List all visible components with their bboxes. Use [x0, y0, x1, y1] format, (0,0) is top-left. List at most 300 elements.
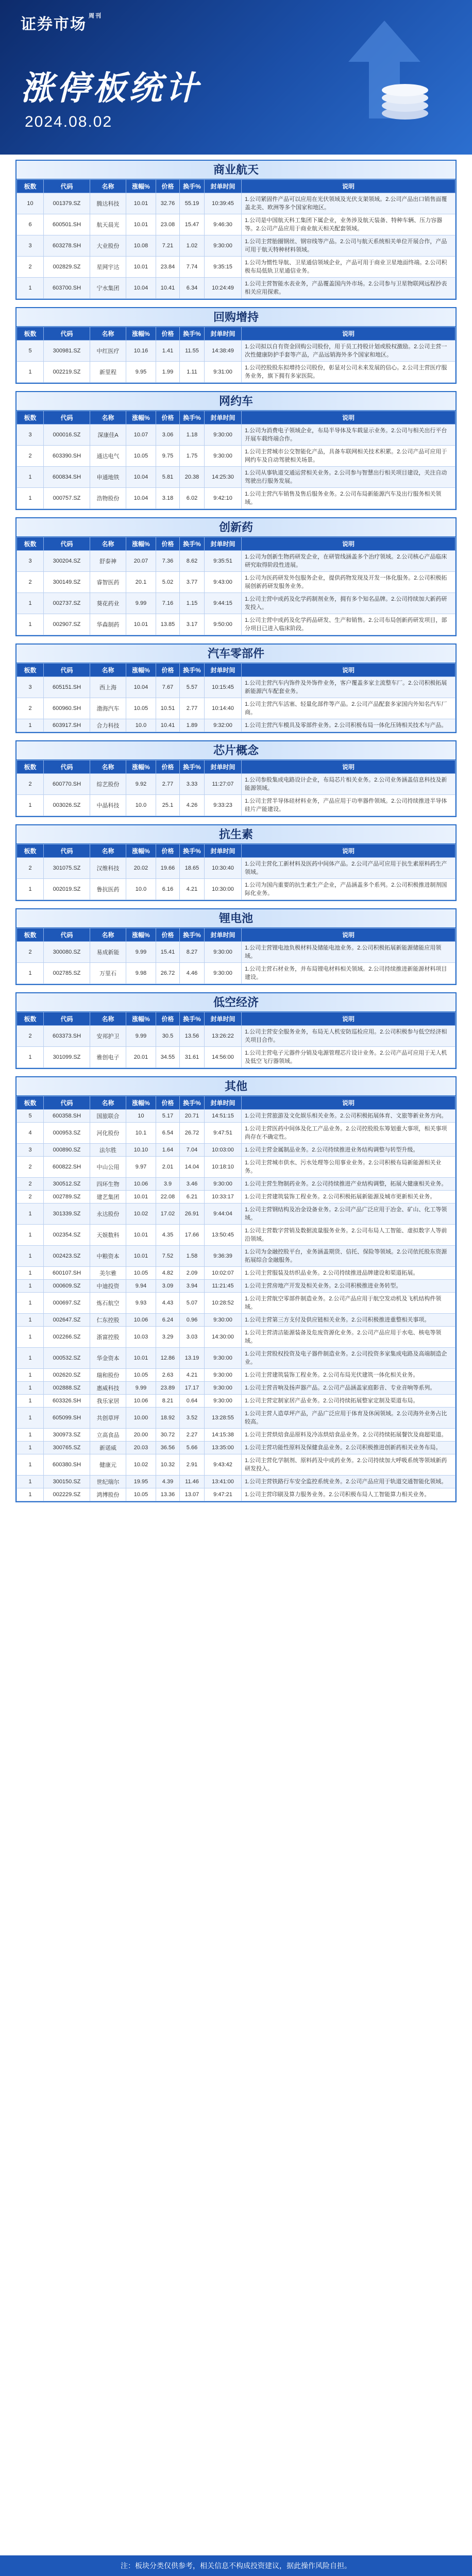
cell-code: 301075.SZ [44, 858, 90, 879]
column-header: 名称 [90, 180, 126, 193]
cell-name: 雅创电子 [90, 1047, 126, 1068]
cell-time: 9:31:00 [205, 362, 242, 383]
column-header: 涨幅% [126, 1096, 156, 1110]
cell-chg: 20.03 [126, 1442, 156, 1454]
limit-up-table [16, 1012, 456, 1068]
cell-time: 9:44:15 [205, 593, 242, 614]
cell-code: 603917.SH [44, 719, 90, 732]
cell-reason: 1.公司主营城市公交智能化产品，具备车联网相关技术积累。2.公司产品可应用于网约车及自动驾驶相关场景。 [242, 446, 456, 467]
table-row[interactable] [17, 1488, 456, 1501]
sector-section [15, 307, 457, 384]
cell-code: 002647.SZ [44, 1314, 90, 1327]
limit-up-table [16, 663, 456, 732]
table-row[interactable] [17, 593, 456, 614]
cell-turn: 20.38 [180, 467, 205, 488]
column-header: 说明 [242, 760, 456, 774]
cell-price: 6.16 [156, 879, 180, 900]
cell-reason: 1.公司主营烘焙食品原料及冷冻烘焙食品业务。2.公司持续拓展餐饮及商超渠道。 [242, 1429, 456, 1442]
cell-b: 1 [17, 1204, 44, 1225]
table-row[interactable] [17, 1191, 456, 1204]
cell-price: 23.08 [156, 214, 180, 235]
cell-b: 4 [17, 1123, 44, 1144]
cell-price: 19.66 [156, 858, 180, 879]
rising-arrow-icon [328, 15, 441, 134]
table-row[interactable] [17, 1026, 456, 1047]
column-header: 换手% [180, 327, 205, 341]
cell-time: 9:50:00 [205, 614, 242, 635]
table-row[interactable] [17, 1395, 456, 1408]
cell-code: 002423.SZ [44, 1246, 90, 1267]
cell-turn: 4.46 [180, 963, 205, 984]
cell-time: 10:30:00 [205, 879, 242, 900]
footer-note: 注：板块分类仅供参考，相关信息不构成投资建议，据此操作风险自担。 [0, 2555, 472, 2576]
table-row[interactable] [17, 341, 456, 362]
column-header: 封单时间 [205, 537, 242, 551]
cell-b: 1 [17, 1454, 44, 1476]
cell-name: 鲁抗医药 [90, 879, 126, 900]
cell-b: 1 [17, 795, 44, 816]
cell-time: 14:30:00 [205, 1327, 242, 1348]
cell-turn: 7.04 [180, 1144, 205, 1157]
cell-chg: 10.05 [126, 446, 156, 467]
cell-b: 2 [17, 1178, 44, 1191]
cell-reason: 1.公司主营安全服务业务，布局无人机安防巡检应用。2.公司积极参与低空经济相关项目合作。 [242, 1026, 456, 1047]
cell-price: 1.99 [156, 362, 180, 383]
table-row[interactable] [17, 677, 456, 698]
cell-b: 3 [17, 551, 44, 572]
cell-reason: 1.公司主营中成药及化学药制剂业务，拥有多个知名品牌。2.公司持续加大新药研发投入。 [242, 593, 456, 614]
cell-price: 1.41 [156, 341, 180, 362]
cell-turn: 5.66 [180, 1442, 205, 1454]
cell-name: 合力科技 [90, 719, 126, 732]
table-row[interactable] [17, 1476, 456, 1488]
column-header: 涨幅% [126, 844, 156, 858]
table-row[interactable] [17, 1225, 456, 1246]
cell-code: 603326.SH [44, 1395, 90, 1408]
column-header: 封单时间 [205, 760, 242, 774]
cell-reason: 1.公司主营印刷及算力服务业务。2.公司积极布局人工智能算力相关业务。 [242, 1488, 456, 1501]
column-header: 说明 [242, 180, 456, 193]
cell-code: 002888.SZ [44, 1382, 90, 1395]
cell-time: 14:25:30 [205, 467, 242, 488]
cell-price: 36.56 [156, 1442, 180, 1454]
table-row[interactable] [17, 1157, 456, 1178]
cell-chg: 10.10 [126, 1144, 156, 1157]
cell-chg: 10.01 [126, 1191, 156, 1204]
cell-price: 6.54 [156, 1123, 180, 1144]
cell-reason: 1.公司主营汽车销售及售后服务业务。2.公司布局新能源汽车及出行服务相关领域。 [242, 488, 456, 509]
cell-turn: 8.62 [180, 551, 205, 572]
cell-code: 002907.SZ [44, 614, 90, 635]
column-header: 板数 [17, 537, 44, 551]
column-header: 板数 [17, 411, 44, 425]
table-row[interactable] [17, 1327, 456, 1348]
column-header: 说明 [242, 537, 456, 551]
cell-price: 4.39 [156, 1476, 180, 1488]
cell-time: 9:46:30 [205, 214, 242, 235]
cell-time: 9:32:00 [205, 719, 242, 732]
column-header: 换手% [180, 664, 205, 677]
table-row[interactable] [17, 1123, 456, 1144]
table-row[interactable] [17, 467, 456, 488]
cell-b: 1 [17, 1408, 44, 1429]
sector-title: 低空经济 [16, 993, 456, 1012]
cell-name: 我乐家居 [90, 1395, 126, 1408]
cell-chg: 10.03 [126, 1327, 156, 1348]
table-row[interactable] [17, 942, 456, 963]
cell-code: 002354.SZ [44, 1225, 90, 1246]
cell-time: 9:47:21 [205, 1488, 242, 1501]
table-row[interactable] [17, 1246, 456, 1267]
table-row[interactable] [17, 1408, 456, 1429]
cell-reason: 1.公司主营数字营销及数据流量服务业务。2.公司布局人工智能、虚拟数字人等前沿领域。 [242, 1225, 456, 1246]
cell-time: 10:18:10 [205, 1157, 242, 1178]
cell-time: 9:43:42 [205, 1454, 242, 1476]
cell-b: 1 [17, 1047, 44, 1068]
cell-name: 国旅联合 [90, 1110, 126, 1123]
sector-section [15, 517, 457, 636]
cell-turn: 2.27 [180, 1429, 205, 1442]
column-header: 价格 [156, 664, 180, 677]
cell-chg: 10.05 [126, 1369, 156, 1382]
cell-name: 航天晨光 [90, 214, 126, 235]
cell-price: 32.76 [156, 193, 180, 214]
column-header: 名称 [90, 411, 126, 425]
column-header: 板数 [17, 928, 44, 942]
cell-b: 1 [17, 614, 44, 635]
cell-time: 9:42:10 [205, 488, 242, 509]
table-row[interactable] [17, 193, 456, 214]
cell-name: 永达股份 [90, 1204, 126, 1225]
cell-time: 13:41:00 [205, 1476, 242, 1488]
cell-b: 1 [17, 1429, 44, 1442]
cell-reason: 1.公司参股集成电路设计企业，布局芯片相关业务。2.公司业务涵盖信息科技及新能源领域。 [242, 774, 456, 795]
cell-price: 18.92 [156, 1408, 180, 1429]
sector-title: 其他 [16, 1077, 456, 1096]
cell-reason: 1.公司为惯性导航、卫星通信领域企业，产品可用于商业卫星地面终端。2.公司积极布局低轨卫星通信业务。 [242, 257, 456, 278]
cell-price: 4.82 [156, 1267, 180, 1280]
cell-code: 002737.SZ [44, 593, 90, 614]
table-row[interactable] [17, 698, 456, 719]
cell-name: 中晶科技 [90, 795, 126, 816]
cell-b: 1 [17, 1488, 44, 1501]
column-header: 换手% [180, 928, 205, 942]
cell-reason: 1.公司主营半导体硅材料业务，产品应用于功率器件领域。2.公司持续推进半导体硅片产能建设。 [242, 795, 456, 816]
table-row[interactable] [17, 614, 456, 635]
table-row[interactable] [17, 1110, 456, 1123]
column-header: 换手% [180, 844, 205, 858]
cell-price: 23.84 [156, 257, 180, 278]
cell-reason: 1.公司为国内重要的抗生素生产企业，产品涵盖多个系列。2.公司积极推进制剂国际化业务。 [242, 879, 456, 900]
limit-up-table [16, 844, 456, 900]
table-row[interactable] [17, 963, 456, 984]
cell-reason: 1.公司主营胎圈钢丝、钢帘线等产品。2.公司与航天系统相关单位开展合作，产品可用于航天特种材料领域。 [242, 235, 456, 257]
cell-chg: 9.98 [126, 963, 156, 984]
table-row[interactable] [17, 774, 456, 795]
cell-chg: 9.99 [126, 1026, 156, 1047]
column-header: 名称 [90, 327, 126, 341]
cell-code: 600770.SH [44, 774, 90, 795]
cell-code: 300512.SZ [44, 1178, 90, 1191]
cell-b: 1 [17, 879, 44, 900]
cell-time: 9:35:51 [205, 551, 242, 572]
cell-price: 23.89 [156, 1382, 180, 1395]
cell-code: 002829.SZ [44, 257, 90, 278]
column-header: 价格 [156, 411, 180, 425]
cell-code: 300765.SZ [44, 1442, 90, 1454]
cell-code: 300150.SZ [44, 1476, 90, 1488]
cell-code: 600960.SH [44, 698, 90, 719]
column-header: 换手% [180, 180, 205, 193]
table-row[interactable] [17, 1314, 456, 1327]
cell-reason: 1.公司主营金属制品业务。2.公司持续推进业务结构调整与转型升级。 [242, 1144, 456, 1157]
cell-code: 000757.SZ [44, 488, 90, 509]
cell-code: 603278.SH [44, 235, 90, 257]
cell-reason: 1.公司为创新生物药研发企业，在研管线涵盖多个治疗领域。2.公司核心产品临床研究取得阶段性进展。 [242, 551, 456, 572]
cell-turn: 31.61 [180, 1047, 205, 1068]
cell-chg: 10.01 [126, 1348, 156, 1369]
table-row[interactable] [17, 488, 456, 509]
cell-price: 26.72 [156, 963, 180, 984]
cell-name: 大业股份 [90, 235, 126, 257]
cell-price: 7.36 [156, 551, 180, 572]
cell-code: 300149.SZ [44, 572, 90, 593]
cell-code: 002229.SZ [44, 1488, 90, 1501]
table-row[interactable] [17, 719, 456, 732]
cell-reason: 1.公司主营铁路行车安全监控系统业务。2.公司产品应用于轨道交通智能化领域。 [242, 1476, 456, 1488]
cell-code: 000890.SZ [44, 1144, 90, 1157]
cell-b: 3 [17, 235, 44, 257]
cell-b: 2 [17, 698, 44, 719]
column-header: 换手% [180, 537, 205, 551]
cell-time: 9:30:00 [205, 1395, 242, 1408]
cell-chg: 20.00 [126, 1429, 156, 1442]
cell-code: 001379.SZ [44, 193, 90, 214]
cell-b: 1 [17, 1267, 44, 1280]
cell-b: 1 [17, 488, 44, 509]
cell-reason: 1.公司主营房地产开发及相关业务。2.公司积极推进业务转型。 [242, 1280, 456, 1293]
table-row[interactable] [17, 551, 456, 572]
cell-price: 4.35 [156, 1225, 180, 1246]
cell-time: 10:14:40 [205, 698, 242, 719]
cell-price: 3.18 [156, 488, 180, 509]
cell-code: 300981.SZ [44, 341, 90, 362]
cell-b: 1 [17, 1369, 44, 1382]
cell-code: 301339.SZ [44, 1204, 90, 1225]
cell-b: 6 [17, 214, 44, 235]
table-row[interactable] [17, 1267, 456, 1280]
cell-b: 1 [17, 1293, 44, 1314]
table-row[interactable] [17, 425, 456, 446]
table-row[interactable] [17, 1204, 456, 1225]
brand-name: 证券市场 [21, 16, 87, 33]
cell-b: 1 [17, 1314, 44, 1327]
cell-name: 葵花药业 [90, 593, 126, 614]
table-row[interactable] [17, 1280, 456, 1293]
column-header: 说明 [242, 844, 456, 858]
cell-chg: 9.94 [126, 1280, 156, 1293]
cell-code: 600107.SH [44, 1267, 90, 1280]
cell-price: 3.09 [156, 1280, 180, 1293]
column-header: 名称 [90, 928, 126, 942]
cell-time: 9:33:23 [205, 795, 242, 816]
table-row[interactable] [17, 257, 456, 278]
table-row[interactable] [17, 1293, 456, 1314]
cell-name: 渤海汽车 [90, 698, 126, 719]
cell-time: 10:28:52 [205, 1293, 242, 1314]
cell-turn: 6.34 [180, 278, 205, 299]
limit-up-table [16, 327, 456, 383]
column-header: 价格 [156, 537, 180, 551]
limit-up-table [16, 411, 456, 509]
cell-reason: 1.公司主营汽车活塞、轻量化部件等产品。2.公司产品配套多家国内外知名汽车厂商。 [242, 698, 456, 719]
cell-name: 鸿博股份 [90, 1488, 126, 1501]
cell-b: 3 [17, 677, 44, 698]
cell-reason: 1.公司主营中成药及化学药品研发、生产和销售。2.公司布局创新药研发项目，部分项目已进入临床阶段。 [242, 614, 456, 635]
column-header: 价格 [156, 928, 180, 942]
table-row[interactable] [17, 572, 456, 593]
table-row[interactable] [17, 1442, 456, 1454]
sector-section [15, 908, 457, 985]
table-row[interactable] [17, 1178, 456, 1191]
cell-reason: 1.公司主营汽车内饰件及外饰件业务，客户覆盖多家主流整车厂。2.公司积极拓展新能源汽车配套业务。 [242, 677, 456, 698]
table-row[interactable] [17, 1369, 456, 1382]
column-header: 封单时间 [205, 1096, 242, 1110]
cell-turn: 4.21 [180, 1369, 205, 1382]
cell-b: 1 [17, 719, 44, 732]
cell-turn: 3.46 [180, 1178, 205, 1191]
cell-name: 深康佳A [90, 425, 126, 446]
sector-section [15, 992, 457, 1069]
cell-time: 9:30:00 [205, 235, 242, 257]
column-header: 封单时间 [205, 327, 242, 341]
cell-chg: 10.01 [126, 614, 156, 635]
cell-name: 易成新能 [90, 942, 126, 963]
cell-code: 605151.SH [44, 677, 90, 698]
cell-price: 3.06 [156, 425, 180, 446]
table-row[interactable] [17, 1382, 456, 1395]
cell-code: 301099.SZ [44, 1047, 90, 1068]
cell-turn: 26.72 [180, 1123, 205, 1144]
table-row[interactable] [17, 1348, 456, 1369]
cell-reason: 1.公司从事轨道交通运营相关业务。2.公司参与智慧出行相关项目建设，关注自动驾驶出行服务发展。 [242, 467, 456, 488]
sector-section [15, 740, 457, 817]
cell-b: 1 [17, 1442, 44, 1454]
cell-reason: 1.公司主营定制家居产品业务。2.公司持续拓展整家定制及渠道布局。 [242, 1395, 456, 1408]
cell-time: 13:35:00 [205, 1442, 242, 1454]
cell-reason: 1.公司主营航空零部件制造业务。2.公司产品应用于航空发动机及飞机结构件领域。 [242, 1293, 456, 1314]
cell-reason: 1.公司主营功能性原料及保健食品业务。2.公司积极推进创新药相关业务布局。 [242, 1442, 456, 1454]
table-row[interactable] [17, 1144, 456, 1157]
cell-code: 600380.SH [44, 1454, 90, 1476]
table-row[interactable] [17, 235, 456, 257]
page-title: 涨停板统计 [21, 70, 201, 107]
sector-title: 汽车零部件 [16, 645, 456, 663]
cell-name: 河化股份 [90, 1123, 126, 1144]
cell-name: 惠威科技 [90, 1382, 126, 1395]
cell-code: 300080.SZ [44, 942, 90, 963]
column-header: 涨幅% [126, 180, 156, 193]
table-row[interactable] [17, 362, 456, 383]
cell-reason: 1.公司主营股权投资及电子器件制造业务。2.公司投资多家集成电路及高端制造企业。 [242, 1348, 456, 1369]
cell-name: 中粮资本 [90, 1246, 126, 1267]
column-header: 板数 [17, 664, 44, 677]
column-header: 涨幅% [126, 928, 156, 942]
table-row[interactable] [17, 446, 456, 467]
cell-price: 2.77 [156, 774, 180, 795]
cell-name: 万里石 [90, 963, 126, 984]
cell-reason: 1.公司主营锂电池负极材料及储能电池业务。2.公司积极拓展新能源储能应用领域。 [242, 942, 456, 963]
cell-b: 2 [17, 858, 44, 879]
column-header: 价格 [156, 180, 180, 193]
cell-name: 中迪投资 [90, 1280, 126, 1293]
limit-up-table [16, 179, 456, 299]
cell-price: 8.21 [156, 1395, 180, 1408]
cell-name: 华森制药 [90, 614, 126, 635]
cell-price: 9.75 [156, 446, 180, 467]
cell-time: 13:28:55 [205, 1408, 242, 1429]
cell-turn: 3.17 [180, 614, 205, 635]
cell-reason: 1.公司是中国航天科工集团下属企业，业务涉及航天装备、特种车辆、压力容器等。2.公司产品应用于商业航天相关配套领域。 [242, 214, 456, 235]
cell-name: 浩物股份 [90, 488, 126, 509]
cell-price: 7.21 [156, 235, 180, 257]
cell-chg: 9.95 [126, 362, 156, 383]
column-header: 封单时间 [205, 411, 242, 425]
cell-time: 9:30:00 [205, 425, 242, 446]
table-row[interactable] [17, 1047, 456, 1068]
table-row[interactable] [17, 214, 456, 235]
cell-b: 5 [17, 1110, 44, 1123]
table-row[interactable] [17, 1429, 456, 1442]
cell-code: 000953.SZ [44, 1123, 90, 1144]
table-row[interactable] [17, 278, 456, 299]
column-header: 换手% [180, 1096, 205, 1110]
cell-b: 1 [17, 362, 44, 383]
cell-turn: 3.33 [180, 774, 205, 795]
cell-time: 10:02:07 [205, 1267, 242, 1280]
cell-name: 四环生物 [90, 1178, 126, 1191]
table-row[interactable] [17, 858, 456, 879]
column-header: 板数 [17, 760, 44, 774]
cell-price: 15.41 [156, 942, 180, 963]
table-row[interactable] [17, 1454, 456, 1476]
table-row[interactable] [17, 879, 456, 900]
cell-code: 603700.SH [44, 278, 90, 299]
cell-price: 7.52 [156, 1246, 180, 1267]
cell-turn: 11.46 [180, 1476, 205, 1488]
content-area [0, 155, 472, 1502]
cell-name: 法尔胜 [90, 1144, 126, 1157]
cell-turn: 2.77 [180, 698, 205, 719]
cell-turn: 11.55 [180, 341, 205, 362]
cell-turn: 13.56 [180, 1026, 205, 1047]
cell-chg: 10.02 [126, 1204, 156, 1225]
column-header: 封单时间 [205, 180, 242, 193]
column-header: 说明 [242, 327, 456, 341]
table-row[interactable] [17, 795, 456, 816]
cell-time: 9:30:00 [205, 1348, 242, 1369]
sector-section [15, 1076, 457, 1502]
cell-chg: 10.05 [126, 1488, 156, 1501]
cell-price: 30.72 [156, 1429, 180, 1442]
cell-turn: 1.15 [180, 593, 205, 614]
cell-price: 34.55 [156, 1047, 180, 1068]
cell-reason: 1.公司主营建筑装饰工程业务。2.公司布局光伏建筑一体化相关业务。 [242, 1369, 456, 1382]
cell-price: 10.32 [156, 1454, 180, 1476]
cell-b: 1 [17, 1382, 44, 1395]
cell-chg: 20.07 [126, 551, 156, 572]
column-header: 代码 [44, 537, 90, 551]
